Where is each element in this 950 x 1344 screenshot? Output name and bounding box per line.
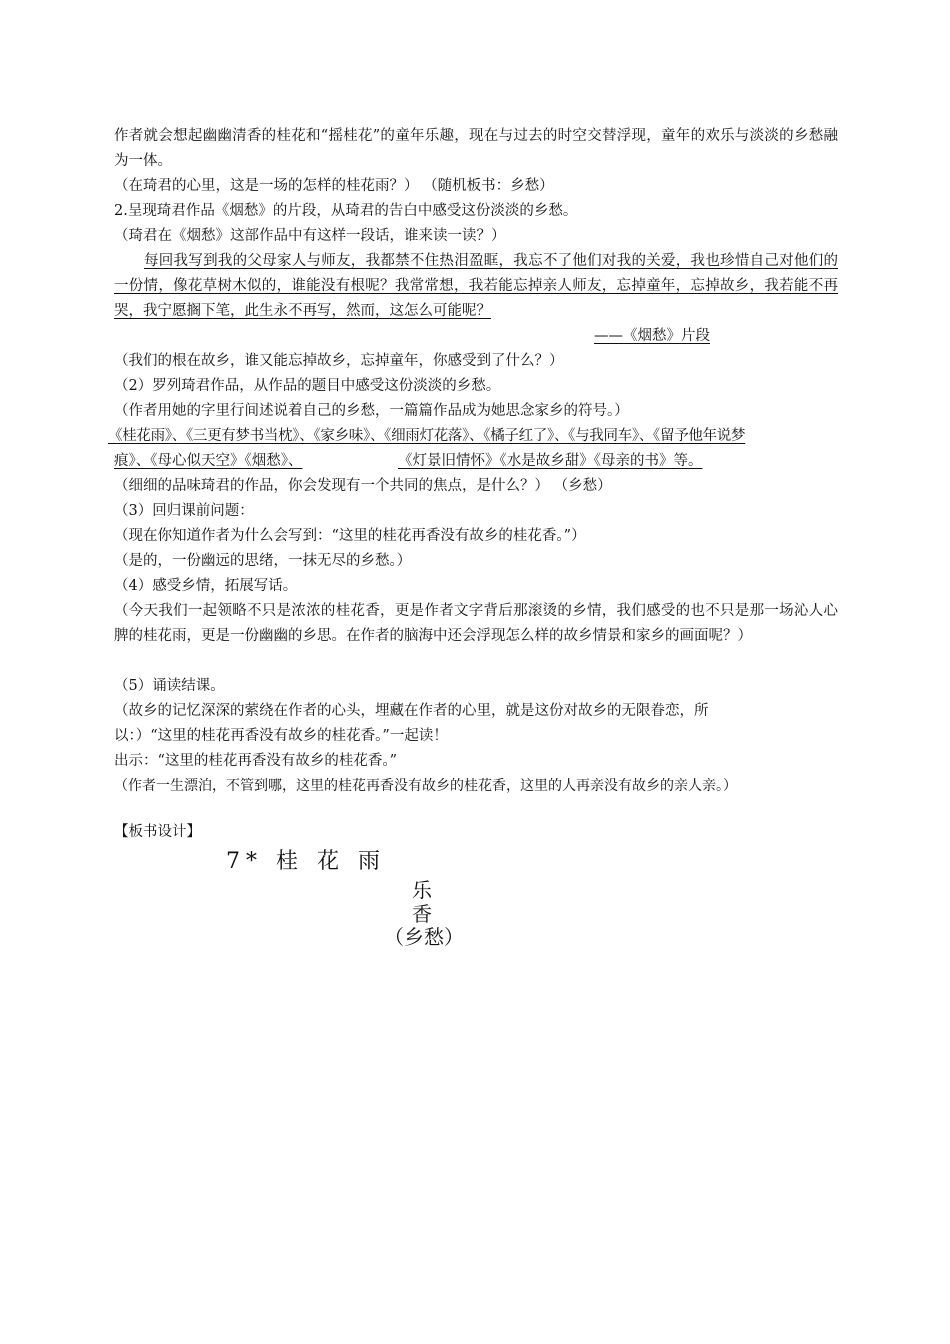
step-5-heading: （5）诵读结课。 [114,678,225,694]
question-5: （细细的品味琦君的作品，你会发现有一个共同的焦点，是什么？） （乡愁） [114,478,612,494]
question-2: （琦君在《烟愁》这部作品中有这样一段话，谁来读一读？） [114,228,506,244]
board-word-xiangchou: （乡愁） [384,925,464,949]
question-1: （在琦君的心里，这是一场的怎样的桂花雨？） （随机板书：乡愁） [114,178,554,194]
yanchou-quote: 每回我写到我的父母家人与师友，我都禁不住热泪盈眶，我忘不了他们对我的关爱，我也珍惜自己对他们的一份情，像花草树木似的，谁能没有根呢？我常常想，我若能忘掉亲人师友，忘掉童年，忘掉故乡，我若能不再哭，我宁愿搁下笔，此生永不再写，然而，这怎么可能呢？ [114,253,838,319]
board-title: 7* 桂 花 雨 [226,849,386,874]
works-list-line-1: 《桂花雨》、《三更有梦书当枕》、《家乡味》、《细雨灯花落》、《橘子红了》、《与我同车》、《留予他年说梦 [108,428,746,444]
step-2-heading: 2.呈现琦君作品《烟愁》的片段，从琦君的告白中感受这份淡淡的乡愁。 [114,203,578,219]
question-8: （今天我们一起领略不只是浓浓的桂花香，更是作者文字背后那滚烫的乡情，我们感受的也不只是那一场沁人心脾的桂花雨，更是一份幽幽的乡思。在作者的脑海中还会浮现怎么样的故乡情景和家乡的画面呢？） [114,603,838,644]
question-9-line-1: （故乡的记忆深深的萦绕在作者的心头，埋藏在作者的心里，就是这份对故乡的无限眷恋，所 [114,703,709,719]
question-9-line-2: 以：）“这里的桂花再香没有故乡的桂花香。”一起读！ [114,728,448,744]
question-4: （作者用她的字里行间述说着自己的乡愁，一篇篇作品成为她思念家乡的符号。） [114,403,629,419]
question-10: （作者一生漂泊，不管到哪，这里的桂花再香没有故乡的桂花香，这里的人再亲没有故乡的亲人亲。） [114,778,737,794]
step-4-heading: （4）感受乡情，拓展写话。 [114,578,298,594]
quote-source: ——《烟愁》片段 [594,328,710,344]
step-2b-heading: （2）罗列琦君作品，从作品的题目中感受这份淡淡的乡愁。 [114,378,501,394]
display-text: 出示：“这里的桂花再香没有故乡的桂花香。” [114,753,398,769]
works-list-line-2b: 《灯景旧情怀》《水是故乡甜》《母亲的书》等。 [398,453,703,469]
paragraph-intro: 作者就会想起幽幽清香的桂花和“摇桂花”的童年乐趣，现在与过去的时空交替浮现，童年的欢乐与淡淡的乡愁融为一体。 [114,128,838,169]
works-list-line-2a: 痕》、《母心似天空》《烟愁》、 [114,453,303,469]
step-3-heading: （3）回归课前问题： [114,503,254,519]
board-design-heading: 【板书设计】 [114,824,201,840]
board-word-le: 乐 [412,878,432,902]
question-3: （我们的根在故乡，谁又能忘掉故乡，忘掉童年，你感受到了什么？） [114,353,564,369]
question-7: （是的，一份幽远的思绪，一抹无尽的乡愁。） [114,553,412,569]
board-word-xiang: 香 [412,902,432,926]
question-6: （现在你知道作者为什么会写到：“这里的桂花再香没有故乡的桂花香。”） [114,528,586,544]
